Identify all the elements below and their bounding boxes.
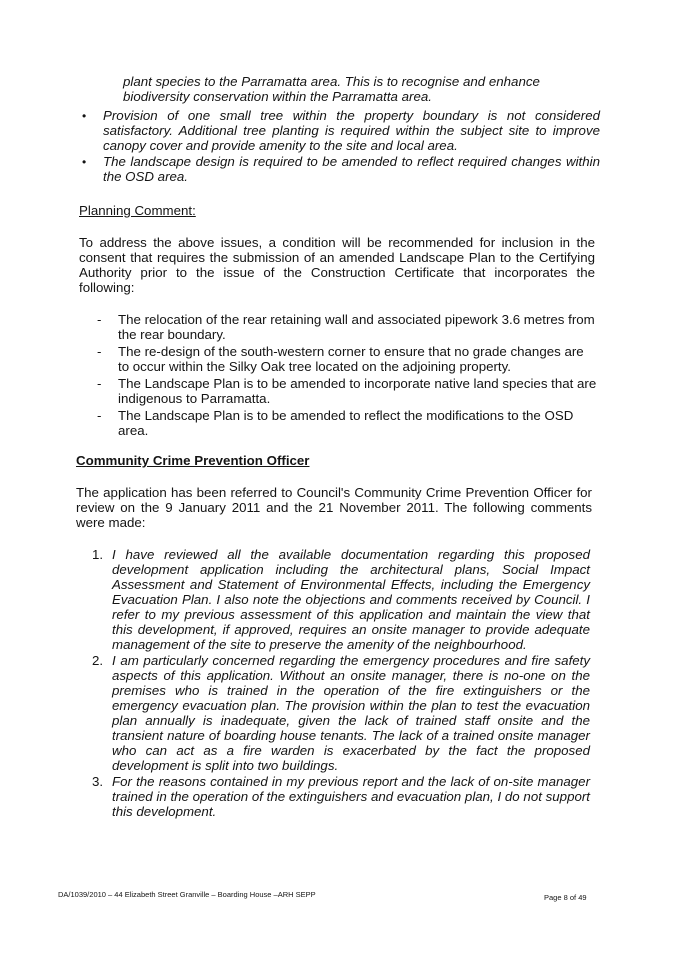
dash-icon: -	[97, 408, 102, 423]
planning-comment-paragraph: To address the above issues, a condition will be recommended for inclusion in the consent that requires the submission of an amended Landscape Plan to the Certifying Authority prior to the issue of the Construction Certificate that incorporates the following:	[79, 235, 595, 295]
item-number: 3.	[92, 774, 104, 789]
bullet-icon: •	[82, 155, 87, 169]
list-item	[97, 376, 597, 406]
dash-icon: -	[97, 376, 102, 391]
item-text: For the reasons contained in my previous report and the lack of on-site manager trained in the operation of the extinguishers and evacuation plan, I do not support this development.	[112, 774, 590, 819]
item-text: I am particularly concerned regarding the emergency procedures and fire safety aspects of this application. Without an onsite manager, there is no-one on the premises who is trained in the operation of the fire extinguishers or the emergency evacuation plan. The provision within the plan to test the evacuation plan annually is inadequate, given the lack of trained staff onsite and the transient nature of boarding house tenants. The lack of a trained onsite manager who can act as a fire warden is exacerbated by the fact the proposed development is split into two buildings.	[112, 653, 590, 773]
footer-reference: DA/1039/2010 – 44 Elizabeth Street Granville – Boarding House –ARH SEPP	[58, 890, 316, 899]
page-number: Page 8 of 49	[544, 893, 587, 902]
bullet-list	[82, 108, 600, 185]
list-item	[92, 653, 590, 773]
list-item-text: The Landscape Plan is to be amended to incorporate native land species that are indigenous to Parramatta.	[118, 376, 597, 406]
list-item	[97, 344, 597, 374]
community-crime-heading: Community Crime Prevention Officer	[76, 453, 310, 468]
list-item	[82, 108, 600, 153]
list-item	[92, 547, 590, 652]
planning-items-list	[97, 312, 597, 440]
continuation-text: plant species to the Parramatta area. This is to recognise and enhance biodiversity conservation within the Parramatta area.	[123, 74, 540, 104]
item-number: 2.	[92, 653, 104, 668]
bullet-icon: •	[82, 109, 87, 123]
list-item	[92, 774, 590, 819]
list-item-text: The Landscape Plan is to be amended to reflect the modifications to the OSD area.	[118, 408, 574, 438]
list-item	[97, 312, 597, 342]
community-crime-paragraph: The application has been referred to Council's Community Crime Prevention Officer for review on the 9 January 2011 and the 21 November 2011. The following comments were made:	[76, 485, 592, 530]
item-text: I have reviewed all the available documentation regarding this proposed development application including the architectural plans, Social Impact Assessment and Statement of Environmental Effects, including the Emergency Evacuation Plan. I also note the objections and comments received by Council. I refer to my previous assessment of this application and maintain the view that this development, if approved, requires an onsite manager to provide adequate management of the site to preserve the amenity of the neighbourhood.	[112, 547, 590, 652]
planning-comment-heading: Planning Comment:	[79, 203, 196, 218]
list-item-text: The relocation of the rear retaining wall and associated pipework 3.6 metres from the rear boundary.	[118, 312, 595, 342]
dash-icon: -	[97, 312, 102, 327]
list-item	[82, 154, 600, 184]
dash-icon: -	[97, 344, 102, 359]
bullet-text: The landscape design is required to be amended to reflect required changes within the OSD area.	[103, 154, 600, 184]
comments-list	[92, 547, 590, 820]
item-number: 1.	[92, 547, 104, 562]
list-item	[97, 408, 597, 438]
list-item-text: The re-design of the south-western corner to ensure that no grade changes are to occur within the Silky Oak tree located on the adjoining property.	[118, 344, 584, 374]
bullet-text: Provision of one small tree within the property boundary is not considered satisfactory. Additional tree planting is required within the subject site to improve canopy cover and provide amenity to the site and local area.	[103, 108, 600, 153]
